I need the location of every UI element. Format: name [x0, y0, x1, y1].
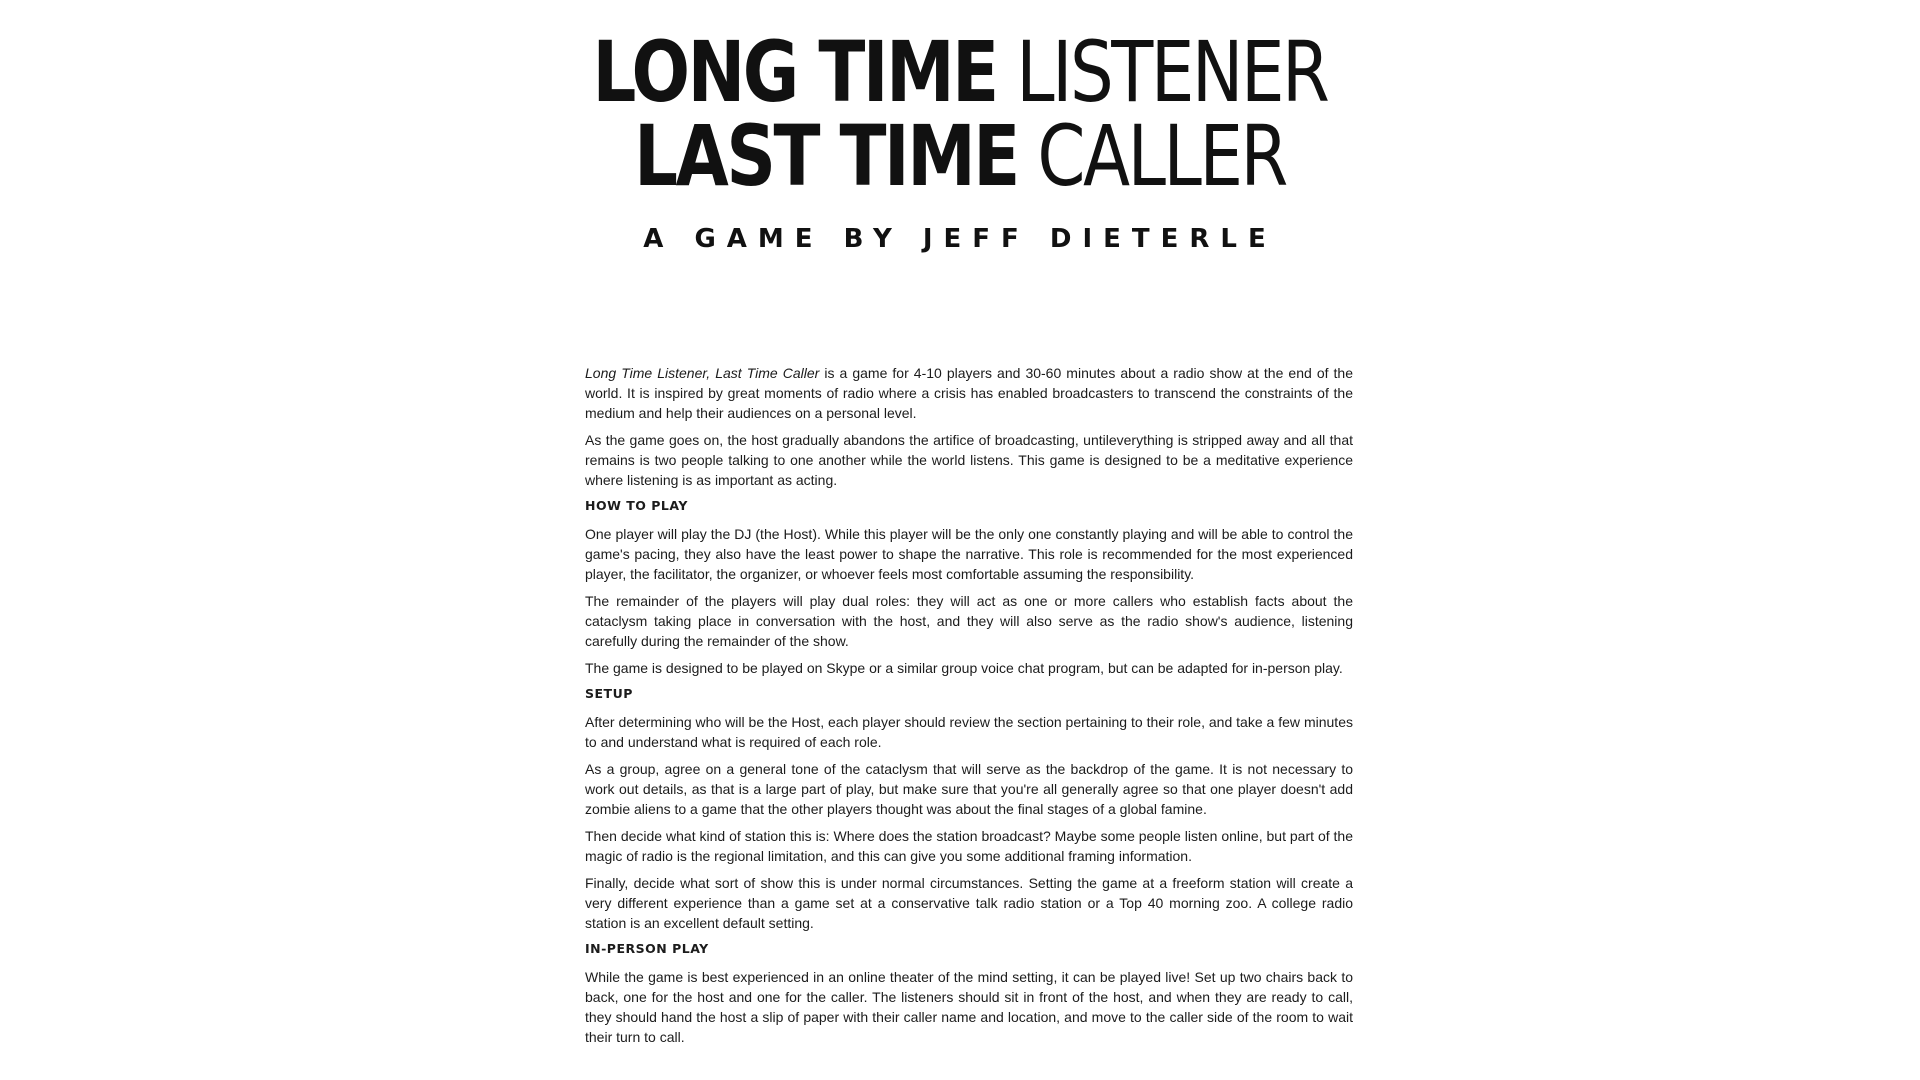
heading-in-person-play: IN-PERSON PLAY [585, 941, 709, 956]
body-text [585, 363, 1353, 1054]
in-person-paragraph-1: While the game is best experienced in an online theater of the mind setting, it can be played live! Set up two chairs back to back, one for the host and one for the caller. The listeners should sit in front of the host, and when they are ready to call, they should hand the host a slip of paper with their caller name and location, and move to the caller side of the room to wait their turn to call. [585, 969, 1353, 1045]
title-block [0, 23, 1920, 254]
heading-how-to-play: HOW TO PLAY [585, 498, 688, 513]
title-line-1-light: LISTENER [1016, 23, 1328, 121]
intro-paragraph-1-rest: is a game for 4-10 players and 30-60 minutes about a radio show at the end of the world. It is inspired by great moments of radio where a crisis has enabled broadcasters to transcend the constraints of the medium and help their audiences on a personal level. [585, 365, 1353, 421]
how-to-play-paragraph-3: The game is designed to be played on Skype or a similar group voice chat program, but can be adapted for in-person play. [585, 660, 1343, 676]
setup-paragraph-3: Then decide what kind of station this is: Where does the station broadcast? Maybe some people listen online, but part of the magic of radio is the regional limitation, and this can give you some additional framing information. [585, 828, 1353, 864]
title-line-1 [173, 23, 1747, 121]
intro-italic-title: Long Time Listener, Last Time Caller [585, 365, 820, 381]
how-to-play-paragraph-1: One player will play the DJ (the Host). While this player will be the only one constantly playing and will be able to control the game's pacing, they also have the least power to shape the narrative. This role is recommended for the most experienced player, the facilitator, the organizer, or whoever feels most comfortable assuming the responsibility. [585, 526, 1353, 582]
byline: A GAME BY JEFF DIETERLE [643, 224, 1277, 254]
how-to-play-paragraph-2: The remainder of the players will play dual roles: they will act as one or more callers who establish facts about the cataclysm taking place in conversation with the host, and they will also serve as the radio show's audience, listening carefully during the remainder of the show. [585, 593, 1353, 649]
intro-paragraph-1 [585, 363, 1353, 423]
title-line-2-bold: LAST TIME [634, 107, 1018, 205]
title-line-2-light: CALLER [1037, 107, 1286, 205]
title-line-2 [173, 107, 1747, 205]
setup-paragraph-4: Finally, decide what sort of show this is under normal circumstances. Setting the game at a freeform station will create a very different experience than a game set at a conservative talk radio station or a Top 40 morning zoo. A college radio station is an excellent default setting. [585, 875, 1353, 931]
title-line-1-bold: LONG TIME [592, 23, 997, 121]
setup-paragraph-2: As a group, agree on a general tone of the cataclysm that will serve as the backdrop of the game. It is not necessary to work out details, as that is a large part of play, but make sure that you're all generally agree so that one player doesn't add zombie aliens to a game that the other players thought was about the final stages of a global famine. [585, 761, 1353, 817]
heading-setup: SETUP [585, 686, 633, 701]
intro-paragraph-2: As the game goes on, the host gradually abandons the artifice of broadcasting, untileverything is stripped away and all that remains is two people talking to one another while the world listens. This game is designed to be a meditative experience where listening is as important as acting. [585, 432, 1353, 488]
setup-paragraph-1: After determining who will be the Host, each player should review the section pertaining to their role, and take a few minutes to and understand what is required of each role. [585, 714, 1353, 750]
